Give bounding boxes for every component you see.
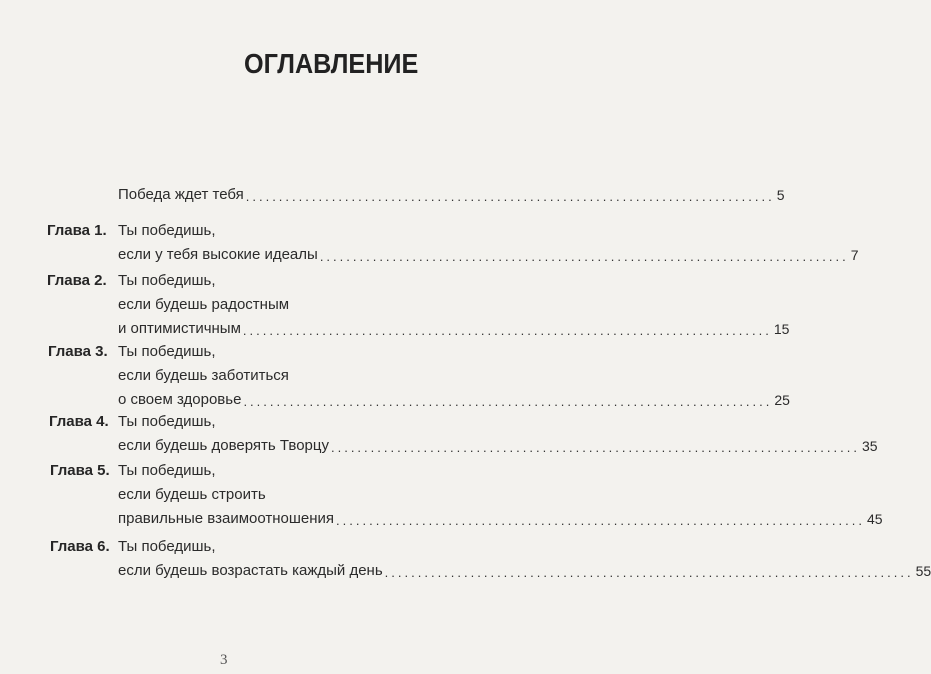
dot-leader: ................................................................................: [245, 189, 775, 204]
dot-leader: ................................................................................: [242, 323, 772, 338]
toc-last-line: [118, 246, 859, 264]
page-reference: 15: [773, 321, 790, 337]
page-reference: 7: [850, 247, 859, 263]
chapter-label: Глава 2.: [47, 272, 107, 289]
chapter-title-line: правильные взаимоотношения: [118, 510, 335, 527]
chapter-title-line: Ты победишь,: [118, 462, 216, 479]
chapter-title-line: если будешь строить: [118, 486, 266, 503]
dot-leader: ................................................................................: [319, 249, 849, 264]
chapter-title-line: Ты победишь,: [118, 538, 216, 555]
chapter-title-line: если будешь возрастать каждый день: [118, 562, 383, 579]
chapter-title-line: Победа ждет тебя: [118, 186, 244, 203]
page-reference: 5: [776, 187, 785, 203]
chapter-title-line: о своем здоровье: [118, 391, 242, 408]
page-title: ОГЛАВЛЕНИЕ: [244, 48, 419, 79]
page-number: 3: [220, 652, 228, 668]
chapter-label: Глава 6.: [50, 538, 110, 555]
chapter-label: Глава 4.: [49, 413, 109, 430]
toc-last-line: [118, 391, 790, 409]
chapter-title-line: Ты победишь,: [118, 222, 216, 239]
dot-leader: ................................................................................: [330, 440, 860, 455]
page-reference: 45: [866, 511, 883, 527]
toc-last-line: [118, 510, 883, 528]
chapter-title-line: Ты победишь,: [118, 272, 216, 289]
page-reference: 55: [915, 563, 931, 579]
chapter-title-line: если будешь заботиться: [118, 367, 289, 384]
page-reference: 35: [861, 438, 878, 454]
toc-last-line: [118, 437, 878, 455]
page-reference: 25: [774, 392, 790, 408]
dot-leader: ................................................................................: [243, 394, 773, 409]
chapter-title-line: если будешь доверять Творцу: [118, 437, 329, 454]
chapter-title-line: если будешь радостным: [118, 296, 290, 313]
chapter-title-line: и оптимистичным: [118, 320, 241, 337]
toc-last-line: [118, 320, 790, 338]
chapter-title-line: Ты победишь,: [118, 343, 216, 360]
chapter-label: Глава 3.: [48, 343, 108, 360]
toc-last-line: [118, 186, 785, 204]
chapter-title-line: если у тебя высокие идеалы: [118, 246, 318, 263]
dot-leader: ................................................................................: [384, 565, 914, 580]
chapter-label: Глава 5.: [50, 462, 110, 479]
chapter-label: Глава 1.: [47, 222, 107, 239]
toc-last-line: [118, 562, 931, 580]
chapter-title-line: Ты победишь,: [118, 413, 216, 430]
dot-leader: ................................................................................: [336, 513, 865, 528]
